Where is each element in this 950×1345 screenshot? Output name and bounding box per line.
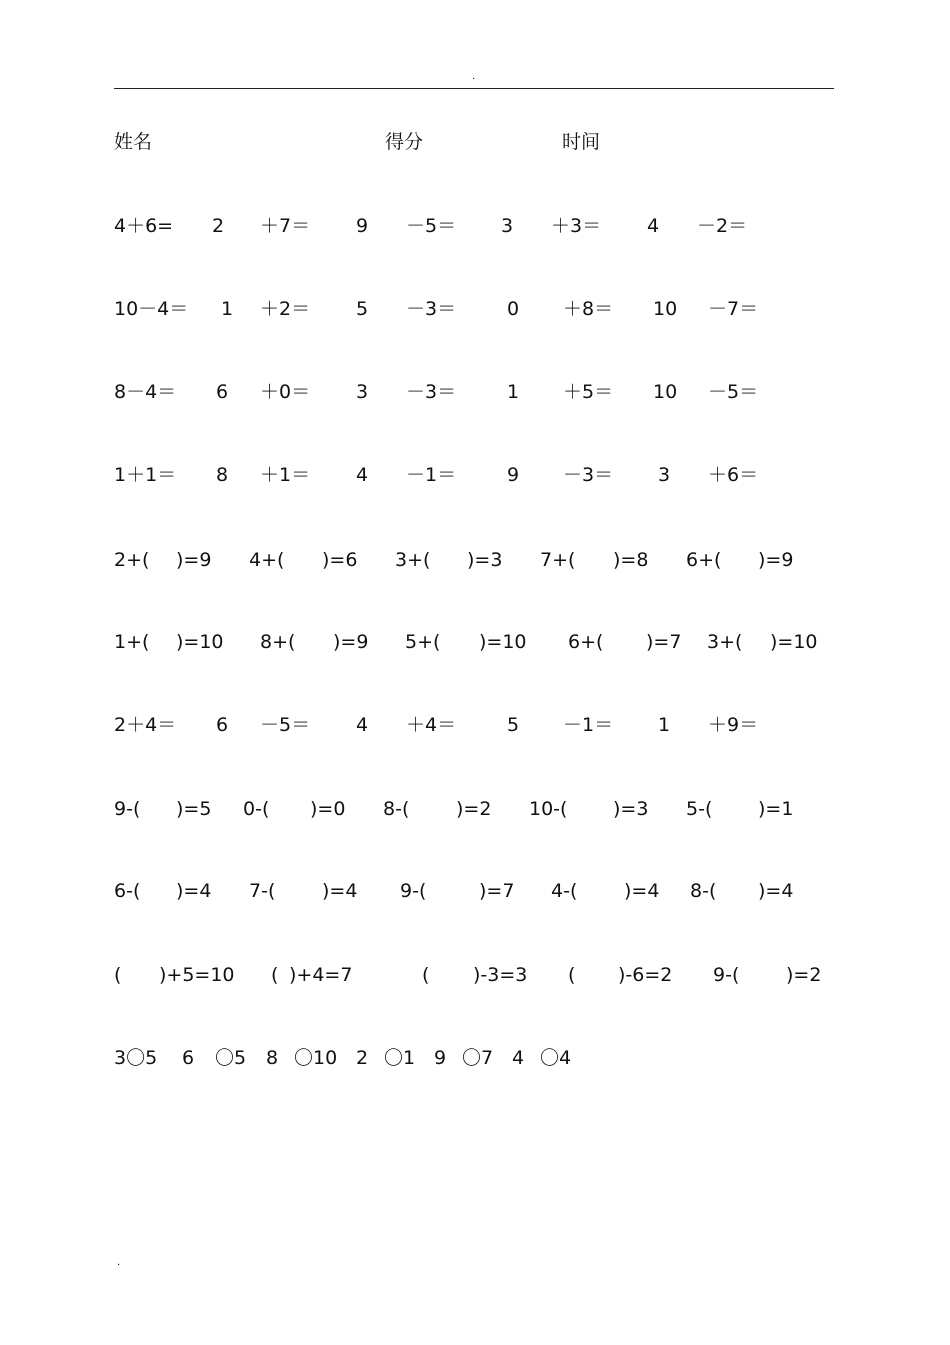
time-label: 时间 [562, 131, 601, 153]
exercise-cell: ( [271, 964, 279, 986]
exercise-cell: 10－4＝ [114, 298, 189, 320]
exercise-cell: 6 [182, 1047, 195, 1069]
exercise-cell: )=10 [770, 631, 818, 653]
exercise-cell: 5+( [405, 631, 441, 653]
exercise-cell: 1 [221, 298, 234, 320]
exercise-cell: )=10 [479, 631, 527, 653]
exercise-cell: )=9 [758, 549, 794, 571]
exercise-cell: )=3 [613, 798, 649, 820]
exercise-cell: 4 [356, 714, 369, 736]
exercise-cell: 10 [653, 298, 678, 320]
exercise-row-2 [0, 296, 950, 322]
exercise-row-6 [0, 629, 950, 655]
exercise-cell: ( [114, 964, 122, 986]
exercise-cell: －5＝ [708, 381, 759, 403]
exercise-cell: ＋5＝ [563, 381, 614, 403]
exercise-cell: 6-( [114, 880, 141, 902]
exercise-cell: 〇7 [462, 1047, 494, 1069]
exercise-cell: 2 [356, 1047, 369, 1069]
exercise-cell: )=9 [333, 631, 369, 653]
exercise-cell: )=9 [176, 549, 212, 571]
header-rule [114, 88, 834, 89]
exercise-cell: ( [568, 964, 576, 986]
exercise-cell: )-3=3 [473, 964, 528, 986]
exercise-cell: )=4 [176, 880, 212, 902]
exercise-cell: －7＝ [708, 298, 759, 320]
exercise-cell: 〇1 [384, 1047, 416, 1069]
score-label: 得分 [385, 131, 424, 153]
exercise-cell: 9 [507, 464, 520, 486]
exercise-cell: －3＝ [563, 464, 614, 486]
exercise-cell: 10-( [529, 798, 568, 820]
exercise-cell: 8－4＝ [114, 381, 177, 403]
exercise-cell: )=4 [758, 880, 794, 902]
exercise-cell: －3＝ [406, 381, 457, 403]
exercise-cell: 5 [356, 298, 369, 320]
exercise-cell: －5＝ [406, 215, 457, 237]
exercise-cell: 2＋4＝ [114, 714, 177, 736]
header-dot: . [472, 71, 476, 82]
exercise-cell: －3＝ [406, 298, 457, 320]
exercise-cell: 1+( [114, 631, 150, 653]
exercise-cell: 8 [266, 1047, 279, 1069]
exercise-cell: －1＝ [406, 464, 457, 486]
exercise-cell: 〇10 [294, 1047, 338, 1069]
exercise-cell: ＋0＝ [260, 381, 311, 403]
exercise-cell: )+5=10 [159, 964, 235, 986]
exercise-cell: )=3 [467, 549, 503, 571]
exercise-cell: 6 [216, 381, 229, 403]
exercise-cell: ＋9＝ [708, 714, 759, 736]
exercise-cell: －2＝ [697, 215, 748, 237]
exercise-cell: 3 [356, 381, 369, 403]
exercise-cell: ＋6＝ [708, 464, 759, 486]
exercise-cell: 9-( [400, 880, 427, 902]
exercise-cell: 〇4 [540, 1047, 572, 1069]
exercise-cell: 10 [653, 381, 678, 403]
exercise-cell: 1 [507, 381, 520, 403]
exercise-cell: 〇5 [215, 1047, 247, 1069]
exercise-cell: 2+( [114, 549, 150, 571]
exercise-cell: ＋7＝ [260, 215, 311, 237]
exercise-cell: 3 [501, 215, 514, 237]
exercise-row-11 [0, 1045, 950, 1071]
exercise-row-1 [0, 213, 950, 239]
exercise-row-8 [0, 796, 950, 822]
exercise-row-7 [0, 712, 950, 738]
exercise-cell: －1＝ [563, 714, 614, 736]
footer-dot: . [117, 1257, 121, 1268]
exercise-row-4 [0, 462, 950, 488]
exercise-cell: 8-( [690, 880, 717, 902]
exercise-cell: 3〇5 [114, 1047, 158, 1069]
exercise-cell: )-6=2 [618, 964, 673, 986]
exercise-cell: ＋8＝ [563, 298, 614, 320]
exercise-cell: 1 [658, 714, 671, 736]
exercise-cell: 8+( [260, 631, 296, 653]
exercise-cell: )=10 [176, 631, 224, 653]
exercise-cell: 5-( [686, 798, 713, 820]
exercise-cell: )=1 [758, 798, 794, 820]
exercise-cell: 3+( [707, 631, 743, 653]
exercise-cell: 9-( [713, 964, 740, 986]
exercise-cell: 7+( [540, 549, 576, 571]
exercise-cell: 3+( [395, 549, 431, 571]
exercise-row-5 [0, 547, 950, 573]
exercise-cell: －5＝ [260, 714, 311, 736]
exercise-cell: 3 [658, 464, 671, 486]
exercise-cell: 6+( [686, 549, 722, 571]
exercise-cell: )=4 [624, 880, 660, 902]
exercise-cell: )=0 [310, 798, 346, 820]
exercise-cell: ( [422, 964, 430, 986]
exercise-cell: 0 [507, 298, 520, 320]
exercise-cell: 4 [647, 215, 660, 237]
exercise-cell: )+4=7 [289, 964, 353, 986]
exercise-cell: )=7 [646, 631, 682, 653]
exercise-cell: 9 [356, 215, 369, 237]
exercise-cell: )=4 [322, 880, 358, 902]
exercise-cell: 6 [216, 714, 229, 736]
exercise-cell: 4 [356, 464, 369, 486]
exercise-cell: ＋2＝ [260, 298, 311, 320]
exercise-row-10 [0, 962, 950, 988]
exercise-cell: ＋1＝ [260, 464, 311, 486]
exercise-cell: ＋4＝ [406, 714, 457, 736]
exercise-cell: 1＋1＝ [114, 464, 177, 486]
name-label: 姓名 [114, 131, 153, 153]
exercise-cell: 5 [507, 714, 520, 736]
exercise-cell: 4 [512, 1047, 525, 1069]
exercise-cell: )=2 [786, 964, 822, 986]
exercise-cell: ＋3＝ [551, 215, 602, 237]
exercise-row-9 [0, 878, 950, 904]
exercise-cell: 9-( [114, 798, 141, 820]
exercise-cell: )=6 [322, 549, 358, 571]
exercise-cell: 6+( [568, 631, 604, 653]
exercise-cell: )=8 [613, 549, 649, 571]
exercise-cell: 7-( [249, 880, 276, 902]
exercise-cell: )=2 [456, 798, 492, 820]
exercise-cell: )=5 [176, 798, 212, 820]
exercise-row-3 [0, 379, 950, 405]
exercise-cell: 2 [212, 215, 225, 237]
exercise-cell: 0-( [243, 798, 270, 820]
exercise-cell: 8 [216, 464, 229, 486]
exercise-cell: 9 [434, 1047, 447, 1069]
exercise-cell: 4+( [249, 549, 285, 571]
exercise-cell: )=7 [479, 880, 515, 902]
exercise-cell: 4-( [551, 880, 578, 902]
exercise-cell: 8-( [383, 798, 410, 820]
exercise-cell: 4＋6= [114, 215, 174, 237]
